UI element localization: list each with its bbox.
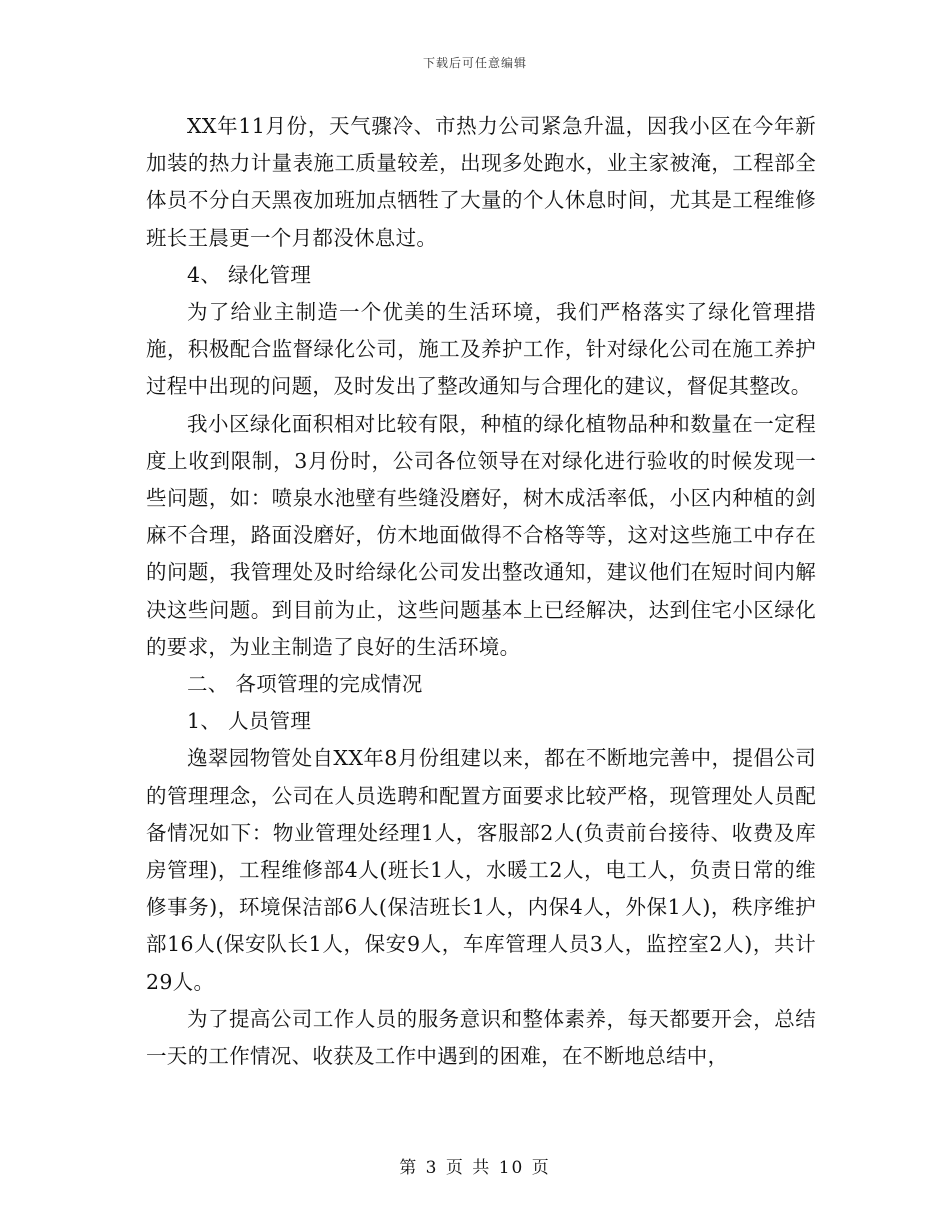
paragraph-heating-repair: XX年11月份，天气骤冷、市热力公司紧急升温，因我小区在今年新加装的热力计量表施工质量较差，出现多处跑水，业主家被淹，工程部全体员不分白天黑夜加班加点牺牲了大量的个人休息时间，尤其是工程维修班长王晨更一个月都没休息过。	[146, 114, 816, 250]
section-heading-staffing: 1、 人员管理	[187, 709, 312, 734]
section-heading-completion: 二、 各项管理的完成情况	[187, 672, 423, 697]
paragraph-staffing: 逸翠园物管处自XX年8月份组建以来，都在不断地完善中，提倡公司的管理理念，公司在人员选聘和配置方面要求比较严格，现管理处人员配备情况如下：物业管理处经理1人，客服部2人(负责前台接待、收费及库房管理)，工程维修部4人(班长1人，水暖工2人，电工人，负责日常的维修事务)，环境保洁部6人(保洁班长1人，内保4人，外保1人)，秩序维护部16人(保安队长1人，保安9人，车库管理人员3人，监控室2人)，共计29人。	[146, 746, 816, 994]
paragraph-greening-measures: 为了给业主制造一个优美的生活环境，我们严格落实了绿化管理措施，积极配合监督绿化公司，施工及养护工作，针对绿化公司在施工养护过程中出现的问题，及时发出了整改通知与合理化的建议，督促其整改。	[146, 300, 816, 399]
document-body	[146, 108, 816, 1075]
paragraph-training: 为了提高公司工作人员的服务意识和整体素养，每天都要开会，总结一天的工作情况、收获及工作中遇到的困难，在不断地总结中，	[146, 1006, 816, 1069]
page-header: 下载后可任意编辑	[422, 56, 527, 70]
section-heading-greening: 4、 绿化管理	[187, 262, 312, 287]
page-number: 第 3 页 共 10 页	[399, 1158, 551, 1178]
paragraph-greening-issues: 我小区绿化面积相对比较有限，种植的绿化植物品种和数量在一定程度上收到限制，3月份时，公司各位领导在对绿化进行验收的时候发现一些问题，如：喷泉水池壁有些缝没磨好，树木成活率低，小区内种植的剑麻不合理，路面没磨好，仿木地面做得不合格等等，这对这些施工中存在的问题，我管理处及时给绿化公司发出整改通知，建议他们在短时间内解决这些问题。到目前为止，这些问题基本上已经解决，达到住宅小区绿化的要求，为业主制造了良好的生活环境。	[146, 411, 816, 659]
